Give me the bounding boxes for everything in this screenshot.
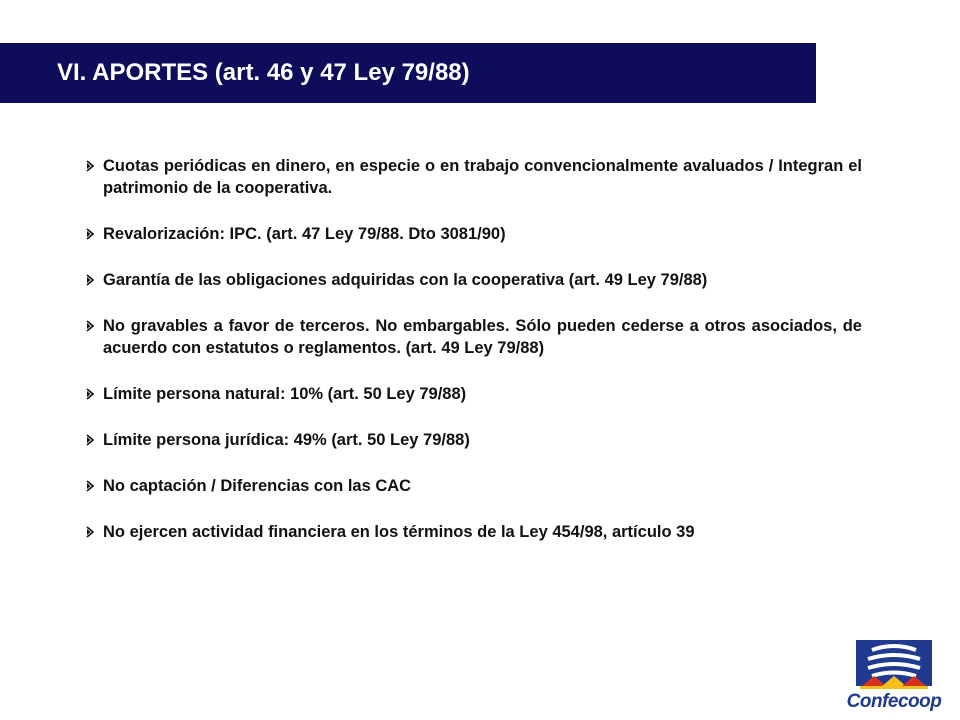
bullet-text: Cuotas periódicas en dinero, en especie o en trabajo convencionalmente avaluados / Integran el patrimonio de la cooperativa.: [103, 157, 862, 197]
list-item: [85, 521, 862, 543]
arrow-bullet-icon: [86, 159, 95, 173]
arrow-bullet-icon: [86, 319, 95, 333]
arrow-bullet-icon: [86, 433, 95, 447]
confecoop-logo: [838, 640, 950, 716]
arrow-bullet-icon: [86, 479, 95, 493]
list-item: [85, 269, 862, 291]
bullet-text: Revalorización: IPC. (art. 47 Ley 79/88. Dto 3081/90): [103, 225, 506, 243]
list-item: [85, 383, 862, 405]
slide-title: VI. APORTES (art. 46 y 47 Ley 79/88): [57, 59, 470, 86]
arrow-bullet-icon: [86, 525, 95, 539]
list-item: [85, 223, 862, 245]
arrow-bullet-icon: [86, 273, 95, 287]
list-item: [85, 155, 862, 199]
list-item: [85, 475, 862, 497]
bullet-text: Garantía de las obligaciones adquiridas con la cooperativa (art. 49 Ley 79/88): [103, 271, 708, 289]
list-item: [85, 429, 862, 451]
bullet-text: Límite persona jurídica: 49% (art. 50 Ley 79/88): [103, 431, 470, 449]
bullet-text: Límite persona natural: 10% (art. 50 Ley 79/88): [103, 385, 467, 403]
confecoop-logo-icon: [838, 640, 950, 692]
logo-text: Confecoop: [846, 691, 942, 712]
bullet-list: [85, 155, 862, 567]
list-item: [85, 315, 862, 359]
bullet-text: No gravables a favor de terceros. No embargables. Sólo pueden cederse a otros asociados, de acuerdo con estatutos o reglamentos. (art. 49 Ley 79/88): [103, 317, 862, 357]
title-bar: [0, 43, 816, 103]
arrow-bullet-icon: [86, 227, 95, 241]
arrow-bullet-icon: [86, 387, 95, 401]
bullet-text: No captación / Diferencias con las CAC: [103, 477, 412, 495]
bullet-text: No ejercen actividad financiera en los términos de la Ley 454/98, artículo 39: [103, 523, 695, 541]
